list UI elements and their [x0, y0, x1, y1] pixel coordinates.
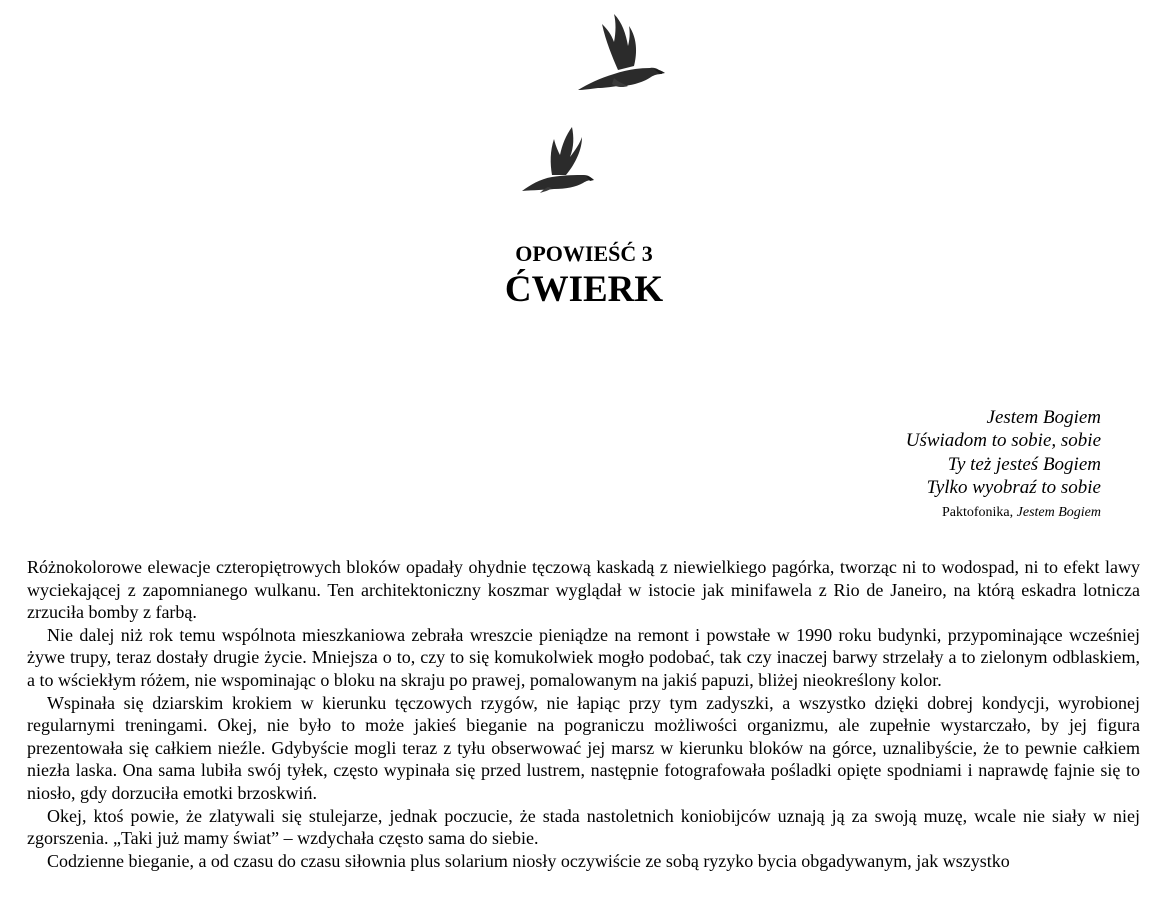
story-paragraph: Różnokolorowe elewacje czteropiętrowych bloków opadały ohydnie tęczową kaskadą z niewielkiego pagórka, tworząc ni to wodospad, ni to efekt lawy wyciekającej z zapomnianego wulkanu. Ten architektoniczny koszmar wyglądał w istocie jak minifawela z Rio de Janeiro, na którą eskadra lotnicza zrzuciła bomby z farbą.	[27, 557, 1140, 623]
epigraph	[906, 406, 1101, 522]
story-text	[27, 556, 1140, 872]
story-paragraph: Wspinała się dziarskim krokiem w kierunku tęczowych rzygów, nie łapiąc przy tym zadyszki, a wszystko dzięki dobrej kondycji, wyrobionej regularnymi treningami. Okej, nie było to może jakieś bieganie na pograniczu możliwości organizmu, ale zupełnie wystarczało, by jej figura prezentowała się całkiem nieźle. Gdybyście mogli teraz z tyłu obserwować jej marsz w kierunku bloków na górce, uznalibyście, że to pewnie całkiem niezła laska. Ona sama lubiła swój tyłek, często wypinała się przed lustrem, następnie fotografowała pośladki opięte spodniami i naprawdę fajnie się to niosło, gdy dorzuciła emotki brzoskwiń.	[27, 692, 1140, 803]
chapter-title: ĆWIERK	[504, 269, 664, 310]
crows-illustration	[0, 0, 1155, 200]
story-paragraph: Okej, ktoś powie, że zlatywali się stulejarze, jednak poczucie, że stada nastoletnich koniobijców uznają ją za swoją muzę, wcale nie siały w niej zgorszenia. „Taki już mamy świat” – wzdychała często sama do siebie.	[27, 805, 1140, 849]
epigraph-line: Ty też jesteś Bogiem	[947, 453, 1101, 475]
epigraph-source-author: Paktofonika,	[941, 505, 1017, 521]
epigraph-line: Tylko wyobraź to sobie	[926, 476, 1101, 498]
crow-icon	[520, 125, 594, 193]
story-paragraph: Nie dalej niż rok temu wspólnota mieszkaniowa zebrała wreszcie pieniądze na remont i powstałe w 1990 roku budynki, przypominające wcześniej żywe trupy, teraz dostały drugie życie. Mniejsza o to, czy to się komukolwiek mogło podobać, tak czy inaczej barwy strzelały a to zielonym odblaskiem, a to wściekłym różem, nie wspominając o bloku na skraju po prawej, pomalowanym na jakiś papuzi, bliżej nieokreślony kolor.	[27, 624, 1140, 690]
chapter-number: OPOWIEŚĆ 3	[515, 241, 653, 266]
story-paragraph: Codzienne bieganie, a od czasu do czasu siłownia plus solarium niosły oczywiście ze sobą ryzyko bycia obgadywanym, jak wszystko	[47, 850, 1010, 871]
epigraph-line: Uświadom to sobie, sobie	[905, 430, 1101, 452]
chapter-heading	[0, 240, 1155, 312]
crow-icon	[574, 12, 666, 92]
epigraph-source	[906, 504, 1101, 522]
epigraph-line: Jestem Bogiem	[986, 407, 1101, 428]
epigraph-source-title: Jestem Bogiem	[1016, 505, 1101, 521]
